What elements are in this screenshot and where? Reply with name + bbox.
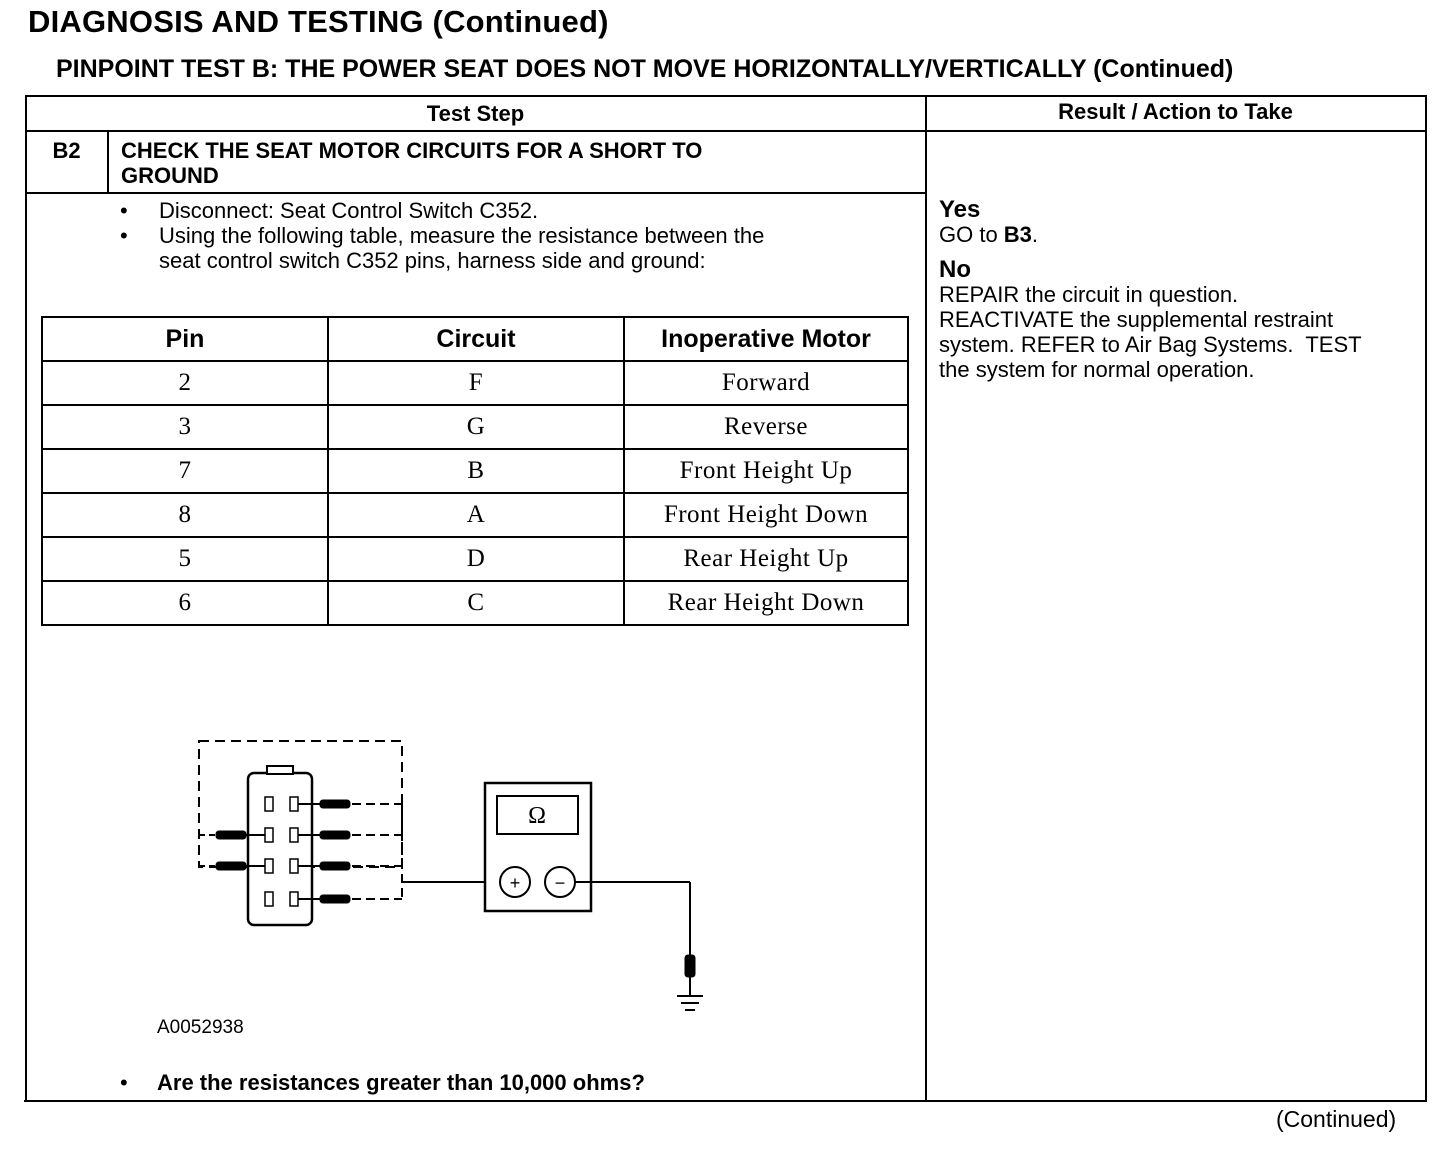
cell-circuit: C bbox=[328, 581, 624, 625]
cell-motor: Front Height Up bbox=[624, 449, 908, 493]
cell-pin: 5 bbox=[42, 537, 328, 581]
cell-circuit: D bbox=[328, 537, 624, 581]
cell-pin: 7 bbox=[42, 449, 328, 493]
test-step-header: Test Step bbox=[426, 101, 525, 126]
cell-pin: 8 bbox=[42, 493, 328, 537]
table-row bbox=[42, 405, 908, 449]
cell-circuit: B bbox=[328, 449, 624, 493]
probe-leads bbox=[199, 800, 498, 903]
page-title: DIAGNOSIS AND TESTING (Continued) bbox=[28, 4, 609, 39]
cell-motor: Rear Height Up bbox=[624, 537, 908, 581]
test-question: Are the resistances greater than 10,000 ohms? bbox=[157, 1070, 645, 1095]
bullet: • bbox=[120, 198, 128, 223]
cell-circuit: A bbox=[328, 493, 624, 537]
continued-note: (Continued) bbox=[1276, 1106, 1397, 1132]
cell-circuit: G bbox=[328, 405, 624, 449]
cell-circuit: F bbox=[328, 361, 624, 405]
result-header: Result / Action to Take bbox=[1058, 99, 1293, 124]
bullet: • bbox=[120, 223, 128, 248]
ohmmeter-icon bbox=[485, 783, 591, 911]
step-id: B2 bbox=[52, 138, 81, 163]
minus-terminal: − bbox=[554, 873, 566, 893]
plus-terminal: + bbox=[509, 873, 521, 893]
table-row bbox=[42, 493, 908, 537]
cell-pin: 6 bbox=[42, 581, 328, 625]
bullet: • bbox=[120, 1070, 128, 1095]
result-no-action: REPAIR the circuit in question. REACTIVATE the supplemental restraint system. REFER to Air Bag Systems. TEST the system for normal operation. bbox=[939, 282, 1362, 382]
figure-id: A0052938 bbox=[157, 1017, 244, 1038]
table-row bbox=[42, 361, 908, 405]
header-circuit: Circuit bbox=[328, 317, 624, 361]
ground-icon bbox=[575, 882, 703, 1010]
instruction-disconnect: Disconnect: Seat Control Switch C352. bbox=[159, 198, 539, 223]
header-pin: Pin bbox=[42, 317, 328, 361]
table-row bbox=[42, 537, 908, 581]
table-row bbox=[42, 581, 908, 625]
cell-motor: Forward bbox=[624, 361, 908, 405]
header-inoperative-motor: Inoperative Motor bbox=[624, 317, 908, 361]
connector-c352-icon bbox=[248, 766, 312, 925]
cell-motor: Rear Height Down bbox=[624, 581, 908, 625]
cell-motor: Front Height Down bbox=[624, 493, 908, 537]
cell-motor: Reverse bbox=[624, 405, 908, 449]
step-title: CHECK THE SEAT MOTOR CIRCUITS FOR A SHORT TO GROUND bbox=[121, 138, 703, 188]
result-yes-action: GO to B3. bbox=[939, 222, 1039, 247]
cell-pin: 3 bbox=[42, 405, 328, 449]
result-no-label: No bbox=[939, 256, 971, 283]
pin-table bbox=[41, 316, 909, 626]
table-row bbox=[42, 449, 908, 493]
wiring-diagram bbox=[180, 730, 720, 1020]
result-yes-label: Yes bbox=[939, 196, 981, 223]
instruction-measure: Using the following table, measure the resistance between the seat control switch C352 pins, harness side and ground: bbox=[159, 223, 765, 273]
pinpoint-test-title: PINPOINT TEST B: THE POWER SEAT DOES NOT MOVE HORIZONTALLY/VERTICALLY (Continued) bbox=[56, 55, 1234, 83]
step-link-b3[interactable]: B3 bbox=[1003, 222, 1032, 247]
pin-table-header-row bbox=[42, 317, 908, 361]
cell-pin: 2 bbox=[42, 361, 328, 405]
ohm-symbol: Ω bbox=[528, 803, 546, 829]
